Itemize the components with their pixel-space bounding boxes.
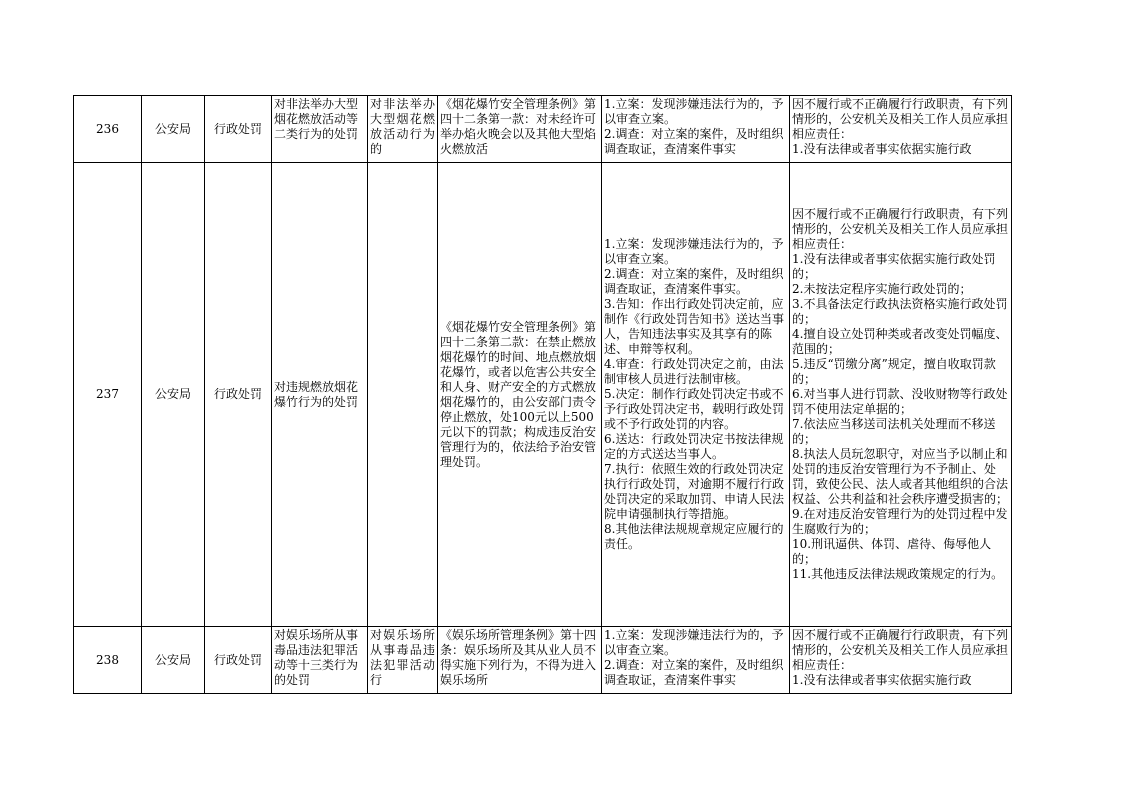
process-step: 3.告知：作出行政处罚决定前，应制作《行政处罚告知书》送达当事人，告知违法事实及其享有的陈述、申辩等权利。 — [604, 297, 785, 356]
responsibility-table — [73, 95, 1012, 694]
liability-cell — [790, 627, 1012, 694]
liability-text: 因不履行或不正确履行行政职责，有下列情形的，公安机关及相关工作人员应承担相应责任： 1.没有法律或者事实依据实施行政 — [792, 628, 1009, 687]
sub-item-text: 对非法举办大型烟花燃放活动行为的 — [370, 97, 435, 156]
process-step: 8.其他法律法规规章规定应履行的责任。 — [604, 522, 784, 551]
liability-item: 11.其他违反法律法规政策规定的行为。 — [792, 567, 1004, 581]
liability-item: 5.违反“罚缴分离”规定，擅自收取罚款的； — [792, 357, 996, 386]
power-type-cell: 行政处罚 — [205, 163, 272, 627]
liability-item: 7.依法应当移送司法机关处理而不移送的； — [792, 417, 996, 446]
department-cell: 公安局 — [142, 163, 205, 627]
sub-item-text: 对娱乐场所从事毒品违法犯罪活动行 — [370, 628, 435, 687]
liability-item: 3.不具备法定行政执法资格实施行政处罚的； — [792, 297, 1008, 326]
liability-cell — [790, 96, 1012, 163]
process-step: 6.送达：行政处罚决定书按法律规定的方式送达当事人。 — [604, 432, 784, 461]
process-cell — [602, 96, 790, 163]
legal-basis-cell — [438, 96, 602, 163]
liability-item: 10.刑讯逼供、体罚、虐待、侮辱他人的； — [792, 537, 992, 566]
department-cell: 公安局 — [142, 96, 205, 163]
liability-cell — [790, 163, 1012, 627]
department-cell: 公安局 — [142, 627, 205, 694]
item-name-cell — [272, 163, 368, 627]
liability-item: 2.未按法定程序实施行政处罚的； — [792, 282, 972, 296]
process-text: 1.立案：发现涉嫌违法行为的，予以审查立案。 2.调查：对立案的案件，及时组织调查取证，查清案件事实 — [604, 628, 784, 687]
process-step: 7.执行：依照生效的行政处罚决定执行行政处罚，对逾期不履行行政处罚决定的采取加罚、申请人民法院申请强制执行等措施。 — [604, 462, 785, 521]
liability-item: 4.擅自设立处罚种类或者改变处罚幅度、范围的； — [792, 327, 1008, 356]
liability-item: 因不履行或不正确履行行政职责，有下列情形的，公安机关及相关工作人员应承担相应责任： — [792, 207, 1009, 251]
row-number: 238 — [74, 627, 142, 694]
row-number: 236 — [74, 96, 142, 163]
liability-item: 1.没有法律或者事实依据实施行政处罚的； — [792, 252, 996, 281]
process-step: 4.审查：行政处罚决定之前，由法制审核人员进行法制审核。 — [604, 357, 784, 386]
sub-item-cell — [368, 163, 438, 627]
process-step: 5.决定：制作行政处罚决定书或不予行政处罚决定书，载明行政处罚或不予行政处罚的内容。 — [604, 387, 785, 431]
legal-basis-cell — [438, 627, 602, 694]
process-text: 1.立案：发现涉嫌违法行为的，予以审查立案。 2.调查：对立案的案件，及时组织调查取证，查清案件事实 — [604, 97, 784, 156]
legal-basis-cell — [438, 163, 602, 627]
sub-item-cell — [368, 96, 438, 163]
process-cell — [602, 627, 790, 694]
table-row — [74, 163, 1012, 627]
process-cell — [602, 163, 790, 627]
power-type-cell: 行政处罚 — [205, 96, 272, 163]
process-step: 2.调查：对立案的案件，及时组织调查取证，查清案件事实。 — [604, 267, 784, 296]
liability-item: 6.对当事人进行罚款、没收财物等行政处罚不使用法定单据的； — [792, 387, 1008, 416]
table-row — [74, 627, 1012, 694]
sub-item-cell — [368, 627, 438, 694]
power-type-cell: 行政处罚 — [205, 627, 272, 694]
liability-text: 因不履行或不正确履行行政职责，有下列情形的，公安机关及相关工作人员应承担相应责任： 1.没有法律或者事实依据实施行政 — [792, 97, 1009, 156]
item-name-cell — [272, 627, 368, 694]
row-number: 237 — [74, 163, 142, 627]
table-row — [74, 96, 1012, 163]
process-step: 1.立案：发现涉嫌违法行为的，予以审查立案。 — [604, 237, 784, 266]
liability-item: 9.在对违反治安管理行为的处罚过程中发生腐败行为的； — [792, 507, 1008, 536]
item-name-cell — [272, 96, 368, 163]
legal-basis-text: 《烟花爆竹安全管理条例》第四十二条第一款：对未经许可举办焰火晚会以及其他大型焰火燃放活 — [440, 97, 597, 156]
item-name-text: 对娱乐场所从事毒品违法犯罪活动等十三类行为的处罚 — [274, 628, 359, 687]
legal-basis-text: 《烟花爆竹安全管理条例》第四十二条第二款：在禁止燃放烟花爆竹的时间、地点燃放烟花爆竹，或者以危害公共安全和人身、财产安全的方式燃放烟花爆竹的，由公安部门责令停止燃放，处100元以上500元以下的罚款；构成违反治安管理行为的，依法给予治安管理处罚。 — [440, 319, 597, 469]
liability-list — [792, 207, 1009, 582]
process-list — [604, 237, 787, 552]
item-name-text: 对违规燃放烟花爆竹行为的处罚 — [274, 379, 359, 409]
liability-item: 8.执法人员玩忽职守，对应当予以制止和处罚的违反治安管理行为不予制止、处罚，致使公民、法人或者其他组织的合法权益、公共利益和社会秩序遭受损害的； — [792, 447, 1009, 506]
item-name-text: 对非法举办大型烟花燃放活动等二类行为的处罚 — [274, 97, 359, 141]
legal-basis-text: 《娱乐场所管理条例》第十四条：娱乐场所及其从业人员不得实施下列行为，不得为进入娱乐场所 — [440, 628, 597, 687]
